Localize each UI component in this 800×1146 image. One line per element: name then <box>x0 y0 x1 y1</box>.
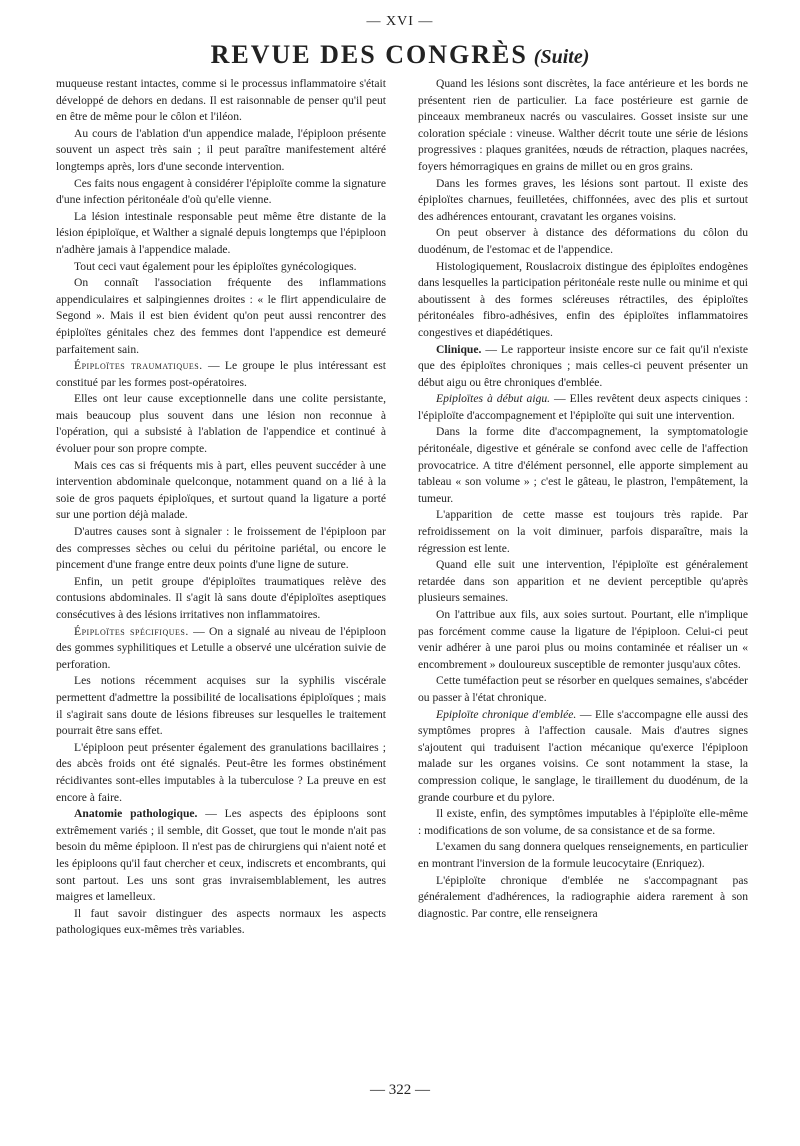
paragraph-text: L'apparition de cette masse est toujours très rapide. Par refroidissement on la voit diminuer, parfois disparaître, mais la régression est lente. <box>418 508 748 555</box>
right-paragraph <box>418 839 748 872</box>
page-number: — 322 — <box>370 1082 430 1098</box>
paragraph-text: Elles ont leur cause exceptionnelle dans une colite persistante, mais beaucoup plus souvent dans une lésion non reconnue à l'opération, qui a subsisté à l'ablation de l'appendice et continué à évoluer pour son propre compte. <box>56 392 386 456</box>
left-paragraph <box>56 259 386 276</box>
left-paragraph <box>56 176 386 209</box>
right-paragraph <box>418 342 748 392</box>
right-paragraph <box>418 557 748 607</box>
left-paragraph <box>56 806 386 906</box>
right-paragraph <box>418 76 748 176</box>
paragraph-text: — Le groupe le plus intéressant est constitué par les formes post-opératoires. <box>56 359 386 389</box>
paragraph-text: Dans les formes graves, les lésions sont partout. Il existe des épiploïtes charnues, feuilletées, chiffonnées, avec des plis et surtout des adhérences entourant, cravatant les organes voisins. <box>418 176 748 223</box>
page-title: REVUE DES CONGRÈS <box>210 40 528 69</box>
paragraph-text: — Elle s'accompagne elle aussi des symptômes propres à l'affection causale. Mais d'autres signes s'ajoutent qui traduisent l'action mécanique qu'exerce l'épiploon malade sur les organes voisins. Ce sont notamment la stase, la compression colique, le sanglage, le tiraillement du duodénum, de la grande courbure et du pylore. <box>418 707 748 804</box>
paragraph-text: Tout ceci vaut également pour les épiploïtes gynécologiques. <box>74 259 357 273</box>
left-paragraph <box>56 458 386 524</box>
section-lead: Anatomie pathologique. <box>74 807 198 821</box>
left-paragraph <box>56 740 386 806</box>
right-paragraph <box>418 225 748 258</box>
header-page-roman: — XVI — <box>366 14 434 29</box>
paragraph-text: On connaît l'association fréquente des inflammations appendiculaires et salpingiennes droites : « le flirt appendiculaire de Segond ». Mais il est bien évident qu'on peut aussi rencontrer des épiploïtes génitales chez des femmes dont l'appendice est demeuré parfaitement sain. <box>56 276 386 356</box>
paragraph-text: Cette tuméfaction peut se résorber en quelques semaines, s'abcéder ou passer à l'état chronique. <box>418 674 748 704</box>
paragraph-text: L'épiploon peut présenter également des granulations bacillaires ; des abcès froids ont été signalés. Peut-être les formes obstinément récidivantes sont-elles imputables à la tuberculose ? La preuve en est encore à faire. <box>56 740 386 804</box>
left-paragraph <box>56 574 386 624</box>
left-paragraph <box>56 76 386 126</box>
left-paragraph <box>56 209 386 259</box>
paragraph-text: Quand les lésions sont discrètes, la face antérieure et les bords ne présentent rien de particulier. La face postérieure est garnie de pinceaux membraneux nacrés ou vasculaires. Gosset insiste sur une coloration spéciale : vineuse. Walther décrit toute une série de lésions progressives : plaques granitées, nœuds de rétraction, plaques nacrées, foyers hémorragiques en grains de millet ou en gros grains. <box>418 77 748 173</box>
right-paragraph <box>418 873 748 923</box>
paragraph-text: L'examen du sang donnera quelques renseignements, en particulier en montrant l'inversion de la formule leucocytaire (Enriquez). <box>418 840 748 870</box>
paragraph-text: La lésion intestinale responsable peut même être distante de la lésion épiploïque, et Walther a signalé depuis longtemps que l'épiploon n'adhère jamais à l'appendice malade. <box>56 209 386 256</box>
paragraph-text: Quand elle suit une intervention, l'épiploïte est généralement retardée dans son apparition et ne devient perceptible qu'après plusieurs semaines. <box>418 558 748 605</box>
left-paragraph <box>56 358 386 391</box>
paragraph-text: Il existe, enfin, des symptômes imputables à l'épiploïte elle-même : modifications de son volume, de sa consistance et de sa forme. <box>418 807 748 837</box>
paragraph-text: Mais ces cas si fréquents mis à part, elles peuvent succéder à une intervention abdominale quelconque, notamment quand on a lié à la soie de gros paquets épiploïques, et surtout quand la ligature a porté sur une portion déjà malade. <box>56 458 386 522</box>
paragraph-text: On peut observer à distance des déformations du côlon du duodénum, de l'estomac et de l'appendice. <box>418 226 748 256</box>
left-paragraph <box>56 391 386 457</box>
paragraph-text: D'autres causes sont à signaler : le froissement de l'épiploon par des compresses sèches ou celui du péritoine pariétal, ou encore le pincement d'une frange entre deux points d'une ligne de suture. <box>56 525 386 572</box>
paragraph-text: Enfin, un petit groupe d'épiploïtes traumatiques relève des contusions abdominales. Il s'agit là sans doute d'épiploïtes aseptiques consécutives à des lésions irritatives non inflammatoires. <box>56 574 386 621</box>
paragraph-text: — Elles revêtent deux aspects ciniques : l'épiploïte d'accompagnement et l'épiploïte qui suit une intervention. <box>418 392 748 422</box>
left-paragraph <box>56 275 386 358</box>
page-title-suite: (Suite) <box>533 46 590 68</box>
page-header <box>0 40 800 70</box>
paragraph-text: Ces faits nous engagent à considérer l'épiploïte comme la signature d'une infection péritonéale d'où qu'elle vienne. <box>56 176 386 207</box>
right-paragraph <box>418 176 748 226</box>
paragraph-text: Dans la forme dite d'accompagnement, la symptomatologie péritonéale, digestive et générale se confond avec celle de l'affection provocatrice. A titre d'élément personnel, elle apporte simplement au tableau « son volume » ; c'est le gâteau, le plastron, l'empâtement, la tumeur. <box>418 425 748 505</box>
right-paragraph <box>418 259 748 342</box>
left-paragraph <box>56 673 386 739</box>
paragraph-text: Au cours de l'ablation d'un appendice malade, l'épiploon présente souvent un aspect très sain ; il peut paraître manifestement altéré longtemps après, lors d'une seconde intervention. <box>56 126 386 173</box>
section-lead: Epiploïte chronique d'emblée. <box>436 707 577 721</box>
right-paragraph <box>418 391 748 424</box>
section-lead: Épiploïtes spécifiques. <box>74 624 189 638</box>
right-paragraph <box>418 707 748 807</box>
right-paragraph <box>418 424 748 507</box>
paragraph-text: muqueuse restant intactes, comme si le processus inflammatoire s'était développé de dehors en dedans. Il est raisonnable de penser qu'il peut en être de même pour le côlon et l'iléon. <box>56 77 386 124</box>
left-paragraph <box>56 524 386 574</box>
left-paragraph <box>56 126 386 176</box>
paragraph-text: — Le rapporteur insiste encore sur ce fait qu'il n'existe que des épiploïtes chroniques ; mais celles-ci peuvent présenter un début aigu ou être chroniques d'emblée. <box>418 342 748 389</box>
right-paragraph <box>418 607 748 673</box>
right-column <box>418 76 748 922</box>
right-paragraph <box>418 673 748 706</box>
section-lead: Clinique. <box>436 342 482 356</box>
paragraph-text: Il faut savoir distinguer des aspects normaux les aspects pathologiques eux-mêmes très variables. <box>56 906 386 937</box>
paragraph-text: On l'attribue aux fils, aux soies surtout. Pourtant, elle n'implique pas forcément comme cause la ligature de l'épiploon. Celui-ci peut venir adhérer à une paroi plus ou moins contaminée et réaliser un « encombrement » douloureux susceptible de remonter jusqu'aux côtes. <box>418 608 748 671</box>
section-lead: Épiploïtes traumatiques. <box>74 359 203 373</box>
paragraph-text: Les notions récemment acquises sur la syphilis viscérale permettent d'admettre la possibilité de localisations épiploïques ; mais il s'agirait sans doute de lésions fibreuses sur lesquelles le traitement pourrait être sans effet. <box>56 674 386 738</box>
right-paragraph <box>418 806 748 839</box>
article-body <box>56 76 748 1076</box>
left-column <box>56 76 386 939</box>
left-paragraph <box>56 624 386 674</box>
right-paragraph <box>418 507 748 557</box>
left-paragraph <box>56 906 386 939</box>
section-lead: Epiploïtes à début aigu. <box>436 392 551 406</box>
paragraph-text: — On a signalé au niveau de l'épiploon des gommes syphilitiques et Letulle a observé une ulcération suivie de perforation. <box>56 624 387 671</box>
paragraph-text: — Les aspects des épiploons sont extrêmement variés ; il semble, dit Gosset, que tout le monde n'ait pas besoin du même épiploon. Il n'est pas de chirurgiens qui n'aient noté et les épiploons qu'il faut chercher et ceux, indiscrets et encombrants, qui sont partout. Les uns sont gras invraisemblablement, les autres maigres et lamelleux. <box>56 807 386 904</box>
paragraph-text: L'épiploïte chronique d'emblée ne s'accompagnant pas généralement d'adhérences, la radiographie aidera rarement à son diagnostic. Par contre, elle renseignera <box>418 873 748 920</box>
paragraph-text: Histologiquement, Rouslacroix distingue des épiploïtes endogènes dans lesquelles la participation péritonéale reste nulle ou minime et qui aboutissent à des formes scléreuses rétractiles, des épiploïtes péritonéales fibro-adhésives, enfin des épiploïtes inflammatoires congestives et diapédétiques. <box>418 259 748 339</box>
